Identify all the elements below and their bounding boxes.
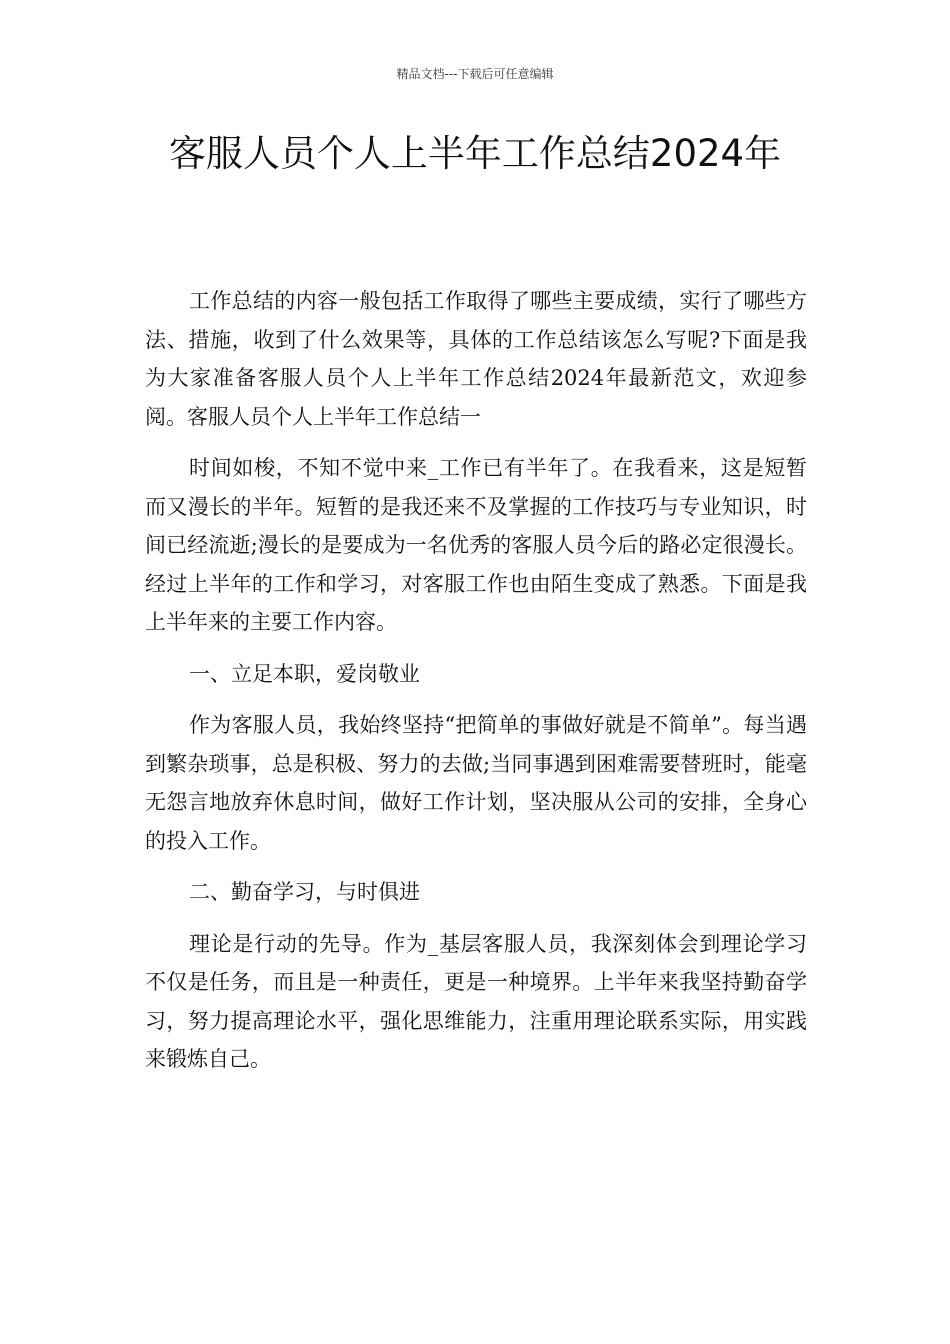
section-heading-2: 二、勤奋学习，与时俱进 — [189, 880, 420, 904]
header-note: 精品文档---下载后可任意编辑 — [396, 67, 554, 81]
paragraph-section-1: 作为客服人员，我始终坚持“把简单的事做好就是不简单”。每当遇到繁杂琐事，总是积极、努力的去做;当同事遇到困难需要替班时，能毫无怨言地放弃休息时间，做好工作计划，坚决服从公司的安排，全身心的投入工作。 — [145, 713, 807, 853]
document-title: 客服人员个人上半年工作总结2024年 — [168, 132, 782, 175]
document-body — [145, 282, 807, 1092]
section-heading-1: 一、立足本职，爱岗敬业 — [189, 661, 420, 686]
paragraph-section-2: 理论是行动的先导。作为_基层客服人员，我深刻体会到理论学习不仅是任务，而且是一种责任，更是一种境界。上半年来我坚持勤奋学习，努力提高理论水平，强化思维能力，注重用理论联系实际，用实践来锻炼自己。 — [145, 931, 807, 1071]
paragraph-time: 时间如梭，不知不觉中来_工作已有半年了。在我看来，这是短暂而又漫长的半年。短暂的是我还来不及掌握的工作技巧与专业知识，时间已经流逝;漫长的是要成为一名优秀的客服人员今后的路必定很漫长。经过上半年的工作和学习，对客服工作也由陌生变成了熟悉。下面是我上半年来的主要工作内容。 — [145, 456, 807, 634]
paragraph-intro: 工作总结的内容一般包括工作取得了哪些主要成绩，实行了哪些方法、措施，收到了什么效果等，具体的工作总结该怎么写呢?下面是我为大家准备客服人员个人上半年工作总结2024年最新范文，欢迎参阅。客服人员个人上半年工作总结一 — [145, 289, 807, 429]
